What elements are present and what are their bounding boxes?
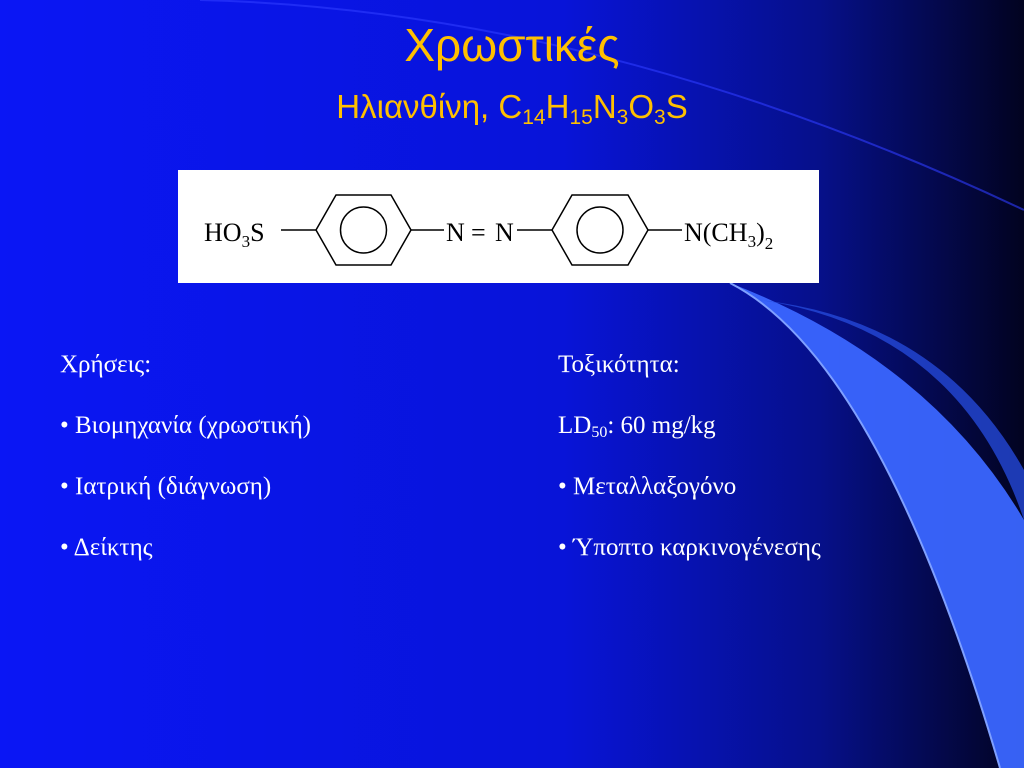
formula-subscript: 3	[616, 106, 629, 129]
molecular-formula	[498, 88, 688, 129]
formula-element: S	[665, 88, 688, 125]
toxicity-item: • Μεταλλαξογόνο	[558, 473, 737, 500]
toxicity-heading: Τοξικότητα:	[558, 351, 680, 378]
slide-subtitle	[0, 88, 1024, 130]
aromatic-circle-left	[341, 207, 387, 253]
structure-diagram-panel	[178, 170, 819, 283]
azo-double-bond: =	[471, 218, 486, 247]
dimethylamino-group-label: $N(CH_3)_2$	[684, 218, 774, 253]
formula-subscript: 3	[654, 106, 666, 129]
formula-subscript: 14	[522, 106, 546, 129]
structural-formula	[178, 170, 819, 283]
formula-element: C	[498, 88, 523, 125]
use-item: • Δείκτης	[60, 534, 153, 561]
use-item: • Βιομηχανία (χρωστική)	[60, 412, 312, 439]
azo-nitrogen-right: N	[495, 218, 514, 247]
toxicity-column	[558, 348, 821, 592]
azo-nitrogen-left: N	[446, 218, 465, 247]
benzene-ring-right	[552, 195, 648, 265]
formula-element: H	[545, 88, 570, 125]
subtitle-prefix: Ηλιανθίνη,	[336, 88, 499, 125]
ld50-value: $LD_{50}$: 60 mg/kg	[558, 412, 716, 441]
formula-subscript: 15	[569, 106, 593, 129]
uses-heading: Χρήσεις:	[60, 351, 152, 378]
sulfo-group-label: $HO_3S$	[204, 218, 265, 251]
benzene-ring-left	[316, 195, 411, 265]
use-item: • Ιατρική (διάγνωση)	[60, 473, 272, 500]
slide-title: Χρωστικές	[404, 19, 620, 71]
uses-column	[60, 348, 311, 592]
formula-element: O	[628, 88, 655, 125]
toxicity-item: • Ύποπτο καρκινογένεσης	[558, 534, 821, 561]
aromatic-circle-right	[577, 207, 623, 253]
formula-element: N	[592, 88, 617, 125]
